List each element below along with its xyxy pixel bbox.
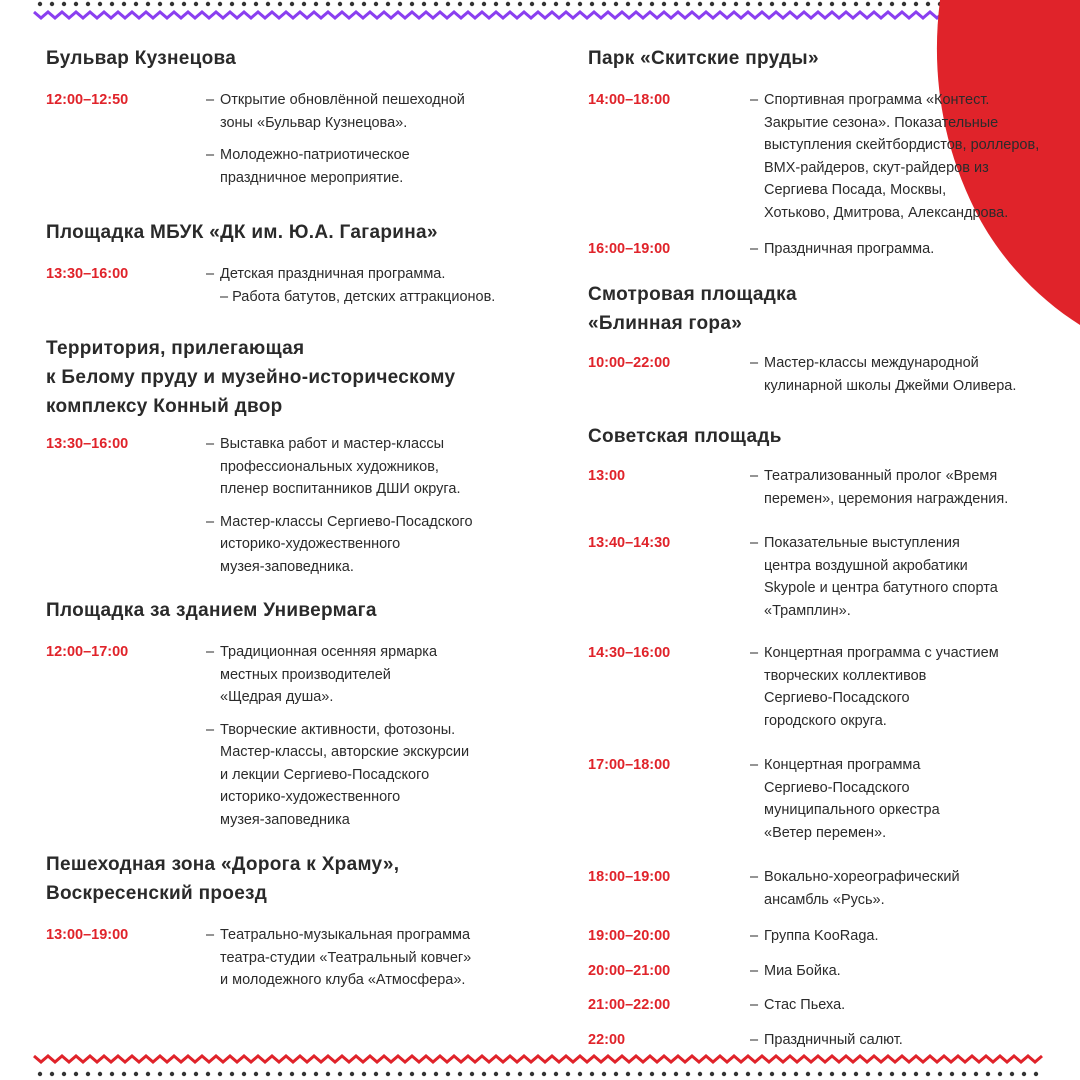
event-item: [750, 754, 1080, 844]
event-description: Вокально-хореографический ансамбль «Русь».: [764, 869, 960, 908]
event-item: [750, 925, 1080, 948]
event-descriptions: [750, 89, 1080, 224]
schedule-entry: [588, 465, 1080, 510]
event-item: [206, 433, 546, 501]
event-description: Мастер-классы Сергиево-Посадского историко-художественного музея-заповедника.: [220, 513, 473, 575]
event-description: Спортивная программа «Контест. Закрытие сезона». Показательные выступления скейтбордистов, роллеров, BMX-райдеров, скут-райдеров из Сергиева Посада, Москвы, Хотьково, Дмитрова, Александрова.: [764, 92, 1040, 221]
event-time: 21:00–22:00: [588, 997, 671, 1013]
event-description: Стас Пьеха.: [764, 997, 846, 1013]
schedule-section: [46, 218, 546, 308]
section-title: Парк «Скитские пруды»: [588, 48, 819, 69]
schedule-entry: [588, 89, 1080, 224]
event-descriptions: [750, 754, 1080, 844]
item-dash: –: [206, 266, 215, 282]
top-decorative-border: [0, 0, 1080, 26]
schedule-section: [46, 44, 546, 189]
event-item: [750, 352, 1080, 397]
event-item: [750, 465, 1080, 510]
event-time: 12:00–17:00: [46, 644, 129, 660]
event-item: [750, 532, 1080, 622]
schedule-entry: [46, 924, 546, 992]
event-time: 12:00–12:50: [46, 92, 129, 108]
item-dash: –: [206, 644, 215, 660]
event-descriptions: [206, 641, 546, 831]
section-title: Советская площадь: [588, 426, 782, 447]
schedule-entry: [46, 263, 546, 308]
event-item: [206, 924, 546, 992]
event-description: Традиционная осенняя ярмарка местных производителей «Щедрая душа».: [220, 644, 438, 705]
bottom-decorative-border: [0, 1046, 1080, 1080]
section-title: Бульвар Кузнецова: [46, 48, 237, 69]
event-item: [206, 641, 546, 709]
item-dash: –: [750, 645, 759, 661]
section-title: Площадка МБУК «ДК им. Ю.А. Гагарина»: [46, 222, 438, 243]
item-dash: –: [206, 436, 215, 452]
event-descriptions: [750, 642, 1080, 732]
event-descriptions: [206, 924, 546, 992]
event-description: Мастер-классы международной кулинарной школы Джейми Оливера.: [764, 355, 1017, 394]
schedule-section: [46, 334, 546, 578]
event-item: [206, 511, 546, 579]
schedule-section: [46, 596, 546, 831]
event-time: 13:40–14:30: [588, 535, 671, 551]
event-description: Праздничный салют.: [764, 1031, 903, 1048]
section-title: Пешеходная зона «Дорога к Храму», Воскресенский проезд: [46, 854, 400, 904]
event-time: 22:00: [588, 1031, 626, 1048]
item-dash: –: [750, 92, 759, 108]
event-descriptions: [750, 1029, 1080, 1052]
event-description: Детская праздничная программа. – Работа батутов, детских аттракционов.: [220, 266, 496, 305]
event-description: Миа Бойка.: [764, 962, 841, 979]
item-dash: –: [206, 147, 215, 163]
event-time: 17:00–18:00: [588, 757, 671, 773]
event-descriptions: [206, 433, 546, 578]
event-item: [750, 960, 1080, 983]
event-description: Показательные выступления центра воздушной акробатики Skypole и центра батутного спорта «Трамплин».: [764, 535, 998, 619]
schedule-entry: [588, 994, 1080, 1017]
schedule-entry: [46, 433, 546, 578]
event-time: 20:00–21:00: [588, 962, 671, 979]
event-description: Праздничная программа.: [764, 241, 935, 257]
schedule-entry: [588, 1029, 1080, 1052]
item-dash: –: [750, 468, 759, 484]
schedule-entry: [46, 89, 546, 189]
event-item: [206, 719, 546, 832]
event-item: [206, 144, 546, 189]
item-dash: –: [206, 513, 215, 530]
schedule-entry: [588, 866, 1080, 911]
event-description: Концертная программа Сергиево-Посадского муниципального оркестра «Ветер перемен».: [764, 757, 940, 841]
event-descriptions: [206, 89, 546, 189]
section-title: Площадка за зданием Универмага: [46, 600, 377, 621]
schedule-entry: [588, 352, 1080, 397]
schedule-entry: [588, 925, 1080, 948]
schedule-entry: [46, 641, 546, 831]
event-descriptions: [750, 994, 1080, 1017]
event-time: 19:00–20:00: [588, 928, 671, 944]
event-time: 13:30–16:00: [46, 436, 129, 452]
schedule-entry: [588, 642, 1080, 732]
item-dash: –: [750, 997, 759, 1013]
schedule-section: [588, 44, 1080, 261]
item-dash: –: [750, 535, 759, 551]
event-time: 13:00: [588, 468, 626, 484]
event-description: Молодежно-патриотическое праздничное мероприятие.: [220, 147, 410, 186]
event-descriptions: [750, 532, 1080, 622]
event-time: 13:30–16:00: [46, 266, 129, 282]
section-title: Смотровая площадка «Блинная гора»: [588, 284, 797, 334]
event-item: [750, 866, 1080, 911]
schedule-entry: [588, 960, 1080, 983]
event-time: 14:00–18:00: [588, 92, 671, 108]
item-dash: –: [750, 757, 759, 773]
item-dash: –: [750, 962, 759, 979]
schedule-entry: [588, 532, 1080, 622]
event-description: Театрально-музыкальная программа театра-студии «Театральный ковчег» и молодежного клуба «Атмосфера».: [220, 927, 472, 988]
event-time: 10:00–22:00: [588, 355, 671, 371]
item-dash: –: [206, 721, 215, 738]
event-item: [750, 238, 1080, 261]
section-title: Территория, прилегающая к Белому пруду и музейно-историческому комплексу Конный двор: [46, 338, 456, 417]
event-description: Группа KooRaga.: [764, 928, 879, 944]
event-descriptions: [750, 352, 1080, 397]
schedule-entry: [588, 238, 1080, 261]
event-time: 16:00–19:00: [588, 241, 671, 257]
event-descriptions: [750, 960, 1080, 983]
event-item: [206, 263, 546, 308]
event-time: 13:00–19:00: [46, 927, 129, 943]
event-item: [750, 642, 1080, 732]
item-dash: –: [750, 241, 759, 257]
schedule-section: [588, 280, 1080, 397]
event-item: [750, 994, 1080, 1017]
event-description: Концертная программа с участием творческих коллективов Сергиево-Посадского городского округа.: [764, 645, 999, 729]
event-description: Театрализованный пролог «Время перемен», церемония награждения.: [764, 468, 1009, 507]
event-description: Творческие активности, фотозоны. Мастер-классы, авторские экскурсии и лекции Сергиево-Посадского историко-художественного музея-заповедника: [220, 721, 470, 828]
event-item: [750, 1029, 1080, 1052]
schedule-section: [588, 422, 1080, 1051]
event-descriptions: [750, 866, 1080, 911]
event-time: 18:00–19:00: [588, 869, 671, 885]
event-descriptions: [750, 238, 1080, 261]
schedule-entry: [588, 754, 1080, 844]
item-dash: –: [750, 355, 759, 371]
event-descriptions: [206, 263, 546, 308]
event-item: [750, 89, 1080, 224]
event-descriptions: [750, 465, 1080, 510]
schedule-section: [46, 850, 546, 992]
item-dash: –: [750, 1031, 759, 1048]
event-item: [206, 89, 546, 134]
event-description: Выставка работ и мастер-классы профессиональных художников, пленер воспитанников ДШИ округа.: [220, 436, 461, 497]
event-descriptions: [750, 925, 1080, 948]
item-dash: –: [206, 92, 215, 108]
item-dash: –: [750, 869, 759, 885]
item-dash: –: [206, 927, 215, 943]
item-dash: –: [750, 928, 759, 944]
event-time: 14:30–16:00: [588, 645, 671, 661]
event-description: Открытие обновлённой пешеходной зоны «Бульвар Кузнецова».: [220, 92, 465, 131]
